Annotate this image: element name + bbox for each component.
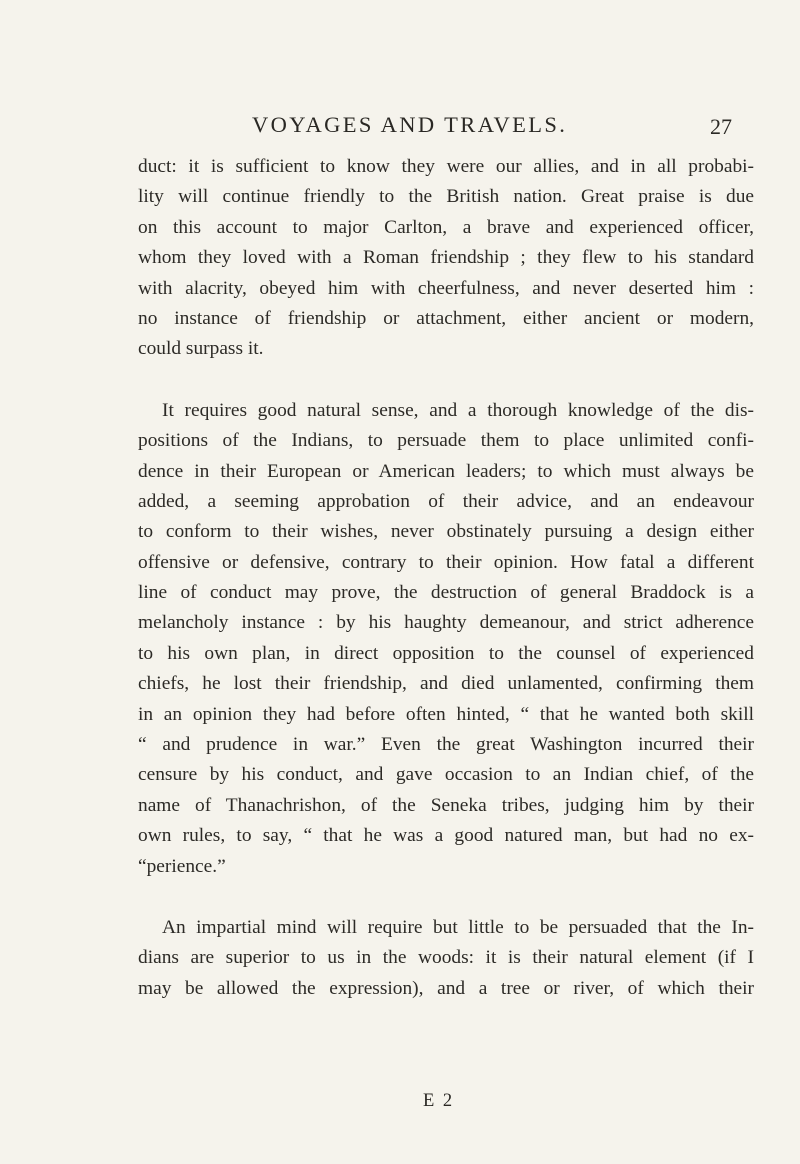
paragraph-gap: [138, 882, 754, 913]
text-line: offensive or defensive, contrary to their opinion. How fatal a different: [138, 551, 754, 573]
text-line: added, a seeming approbation of their advice, and an endeavour: [138, 490, 754, 512]
text-line: in an opinion they had before often hinted, “ that he wanted both skill: [138, 703, 754, 725]
text-line: with alacrity, obeyed him with cheerfulness, and never deserted him :: [138, 277, 754, 299]
text-line: chiefs, he lost their friendship, and died unlamented, confirming them: [138, 673, 754, 695]
text-line: on this account to major Carlton, a brave and experienced officer,: [138, 216, 754, 238]
text-line: censure by his conduct, and gave occasion to an Indian chief, of the: [138, 764, 754, 786]
text-line: to conform to their wishes, never obstinately pursuing a design either: [138, 521, 754, 543]
running-title: VOYAGES AND TRAVELS.: [252, 112, 568, 137]
text-line: “ and prudence in war.” Even the great Washington incurred their: [138, 734, 754, 756]
paragraph-1: [138, 152, 754, 365]
text-line: whom they loved with a Roman friendship ; they flew to his standard: [138, 247, 754, 269]
text-line: could surpass it.: [138, 338, 264, 360]
paragraph-3: [138, 913, 754, 1004]
text-line: It requires good natural sense, and a thorough knowledge of the dis-: [162, 399, 754, 421]
text-line: “perience.”: [138, 855, 226, 877]
body-text: [138, 152, 754, 1004]
text-line: lity will continue friendly to the British nation. Great praise is due: [138, 186, 754, 208]
text-line: An impartial mind will require but little to be persuaded that the In-: [162, 916, 754, 938]
paragraph-2: [138, 396, 754, 882]
text-line: duct: it is sufficient to know they were our allies, and in all probabi-: [138, 156, 754, 177]
text-line: own rules, to say, “ that he was a good natured man, but had no ex-: [138, 825, 754, 847]
text-line: melancholy instance : by his haughty demeanour, and strict adherence: [138, 612, 754, 634]
text-line: may be allowed the expression), and a tree or river, of which their: [138, 977, 754, 999]
text-line: dians are superior to us in the woods: it is their natural element (if I: [138, 947, 754, 969]
text-line: positions of the Indians, to persuade them to place unlimited confi-: [138, 430, 754, 452]
text-line: no instance of friendship or attachment, either ancient or modern,: [138, 307, 754, 329]
text-line: to his own plan, in direct opposition to the counsel of experienced: [138, 642, 754, 664]
paragraph-gap: [138, 365, 754, 396]
text-line: name of Thanachrishon, of the Seneka tribes, judging him by their: [138, 794, 754, 816]
running-head: [252, 112, 752, 144]
text-line: line of conduct may prove, the destruction of general Braddock is a: [138, 582, 754, 604]
text-line: dence in their European or American leaders; to which must always be: [138, 460, 754, 482]
signature-mark: E 2: [423, 1091, 455, 1111]
page-number: 27: [710, 114, 732, 139]
